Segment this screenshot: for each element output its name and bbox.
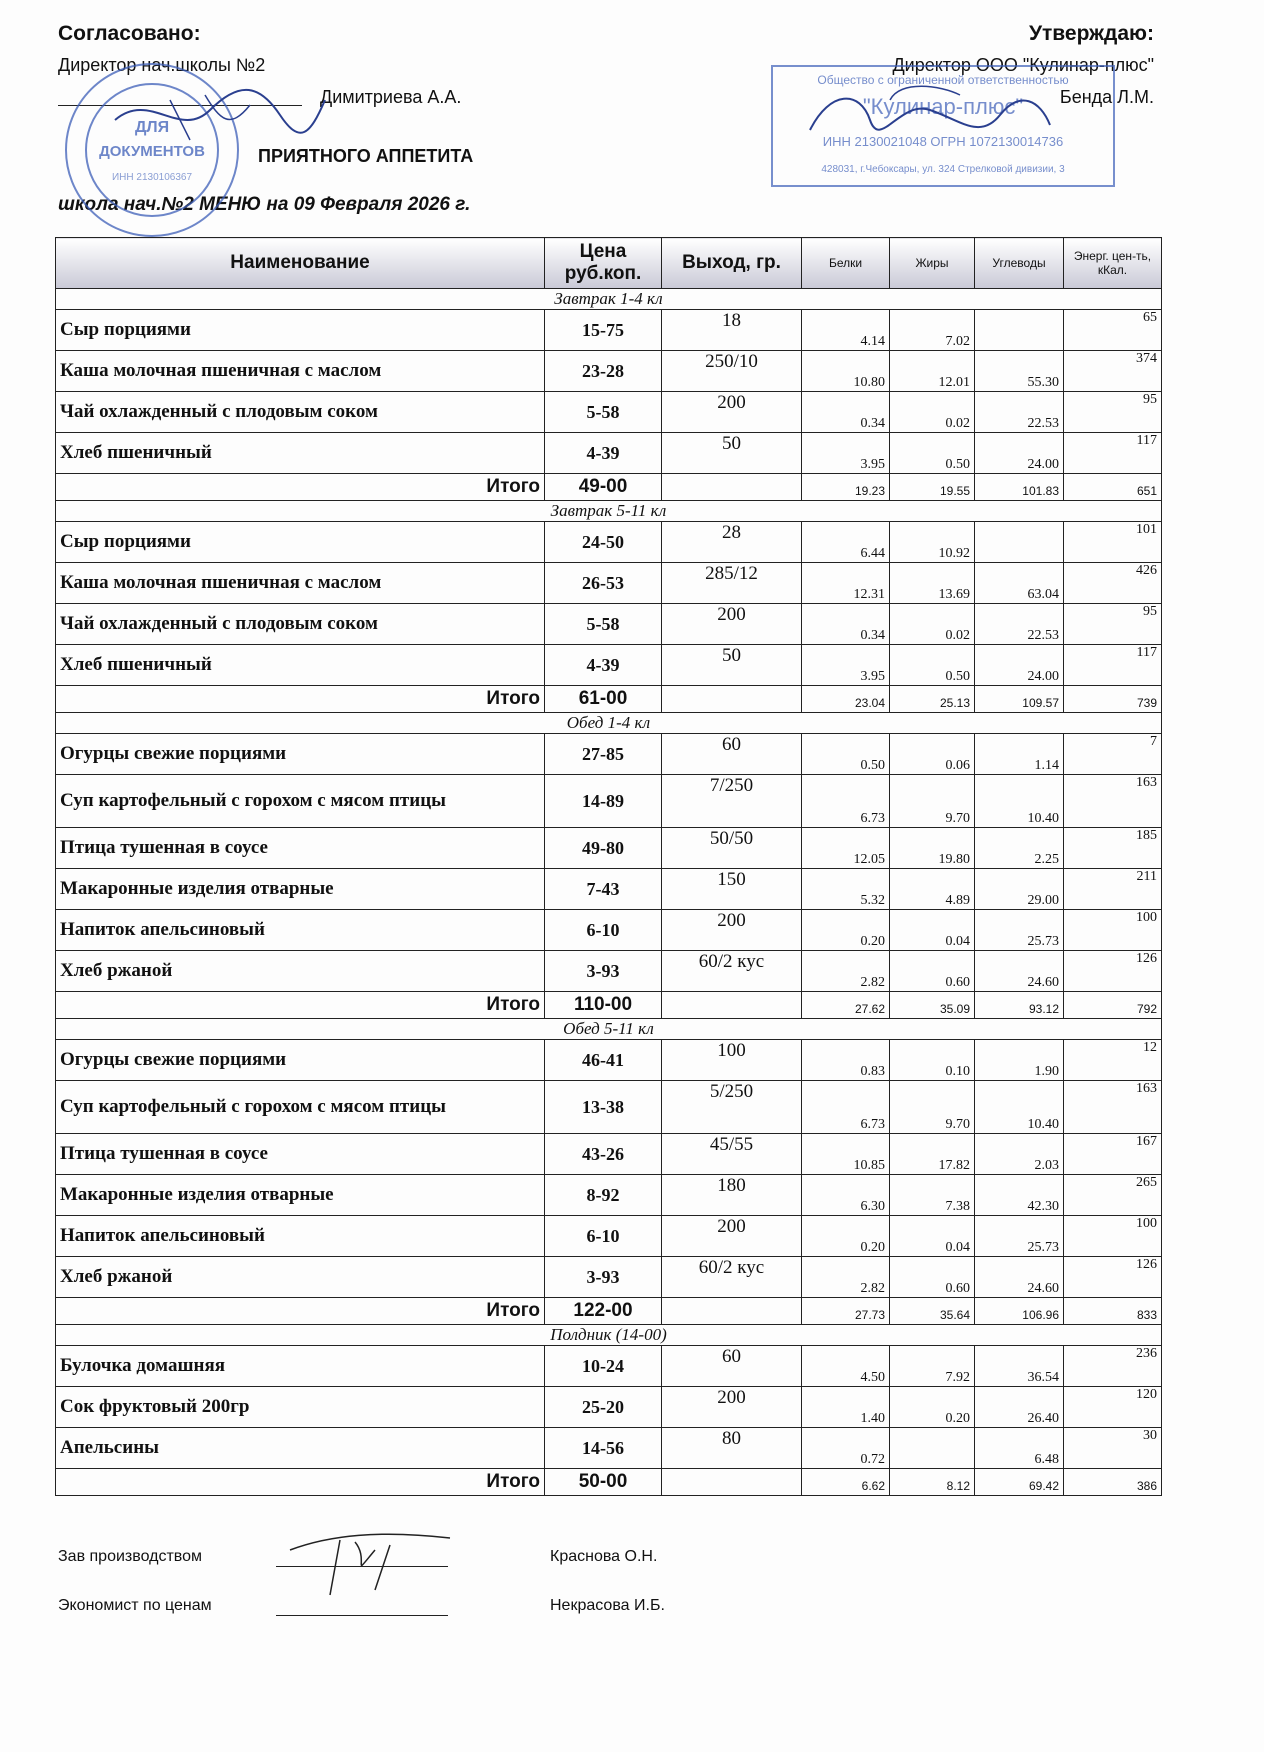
total-output [662, 686, 802, 713]
item-protein: 0.20 [802, 910, 890, 951]
item-kcal: 374 [1064, 351, 1162, 392]
item-output: 100 [662, 1040, 802, 1081]
item-carbs: 2.25 [975, 828, 1064, 869]
item-name: Каша молочная пшеничная с маслом [56, 563, 545, 604]
item-protein: 0.34 [802, 392, 890, 433]
total-protein: 6.62 [802, 1469, 890, 1496]
section-row [56, 289, 1162, 310]
item-protein: 12.05 [802, 828, 890, 869]
item-price: 13-38 [545, 1081, 662, 1134]
item-kcal: 117 [1064, 645, 1162, 686]
item-protein: 10.80 [802, 351, 890, 392]
total-row [56, 992, 1162, 1019]
table-row [56, 1040, 1162, 1081]
item-output: 200 [662, 392, 802, 433]
total-row [56, 474, 1162, 501]
section-row [56, 713, 1162, 734]
item-kcal: 100 [1064, 1216, 1162, 1257]
item-output: 180 [662, 1175, 802, 1216]
item-protein: 6.30 [802, 1175, 890, 1216]
item-name: Сыр порциями [56, 310, 545, 351]
menu-table-body [56, 289, 1162, 1496]
total-label: Итого [56, 686, 545, 713]
total-protein: 23.04 [802, 686, 890, 713]
item-output: 200 [662, 910, 802, 951]
item-output: 60/2 кус [662, 951, 802, 992]
item-fat: 9.70 [890, 775, 975, 828]
item-price: 6-10 [545, 1216, 662, 1257]
item-carbs: 24.60 [975, 1257, 1064, 1298]
total-kcal: 833 [1064, 1298, 1162, 1325]
menu-title: школа нач.№2 МЕНЮ на 09 Февраля 2026 г. [58, 194, 471, 215]
total-price: 49-00 [545, 474, 662, 501]
item-kcal: 163 [1064, 775, 1162, 828]
item-output: 60/2 кус [662, 1257, 802, 1298]
total-protein: 27.73 [802, 1298, 890, 1325]
item-kcal: 163 [1064, 1081, 1162, 1134]
item-name: Хлеб пшеничный [56, 433, 545, 474]
item-carbs [975, 310, 1064, 351]
stamp-right-line-2: "Кулинар-плюс" [862, 94, 1024, 119]
col-output-header: Выход, гр. [662, 238, 802, 289]
item-name: Чай охлажденный с плодовым соком [56, 392, 545, 433]
item-name: Макаронные изделия отварные [56, 1175, 545, 1216]
table-row [56, 1346, 1162, 1387]
item-price: 49-80 [545, 828, 662, 869]
item-protein: 2.82 [802, 951, 890, 992]
table-row [56, 522, 1162, 563]
item-protein: 6.73 [802, 775, 890, 828]
section-title: Завтрак 5-11 кл [56, 501, 1162, 522]
total-carbs: 106.96 [975, 1298, 1064, 1325]
total-fat: 19.55 [890, 474, 975, 501]
item-carbs: 22.53 [975, 604, 1064, 645]
item-fat: 0.50 [890, 433, 975, 474]
item-name: Суп картофельный с горохом с мясом птицы [56, 1081, 545, 1134]
total-row [56, 686, 1162, 713]
item-kcal: 120 [1064, 1387, 1162, 1428]
section-row [56, 1325, 1162, 1346]
item-name: Хлеб ржаной [56, 951, 545, 992]
item-carbs: 25.73 [975, 1216, 1064, 1257]
item-name: Птица тушенная в соусе [56, 1134, 545, 1175]
item-fat: 13.69 [890, 563, 975, 604]
table-row [56, 1081, 1162, 1134]
item-fat: 9.70 [890, 1081, 975, 1134]
item-price: 26-53 [545, 563, 662, 604]
item-protein: 1.40 [802, 1387, 890, 1428]
item-name: Макаронные изделия отварные [56, 869, 545, 910]
item-output: 60 [662, 1346, 802, 1387]
table-row [56, 310, 1162, 351]
item-protein: 5.32 [802, 869, 890, 910]
item-price: 3-93 [545, 951, 662, 992]
item-fat: 0.20 [890, 1387, 975, 1428]
item-carbs: 1.90 [975, 1040, 1064, 1081]
item-output: 200 [662, 604, 802, 645]
item-kcal: 126 [1064, 951, 1162, 992]
item-kcal: 117 [1064, 433, 1162, 474]
item-output: 50 [662, 433, 802, 474]
economist-label: Экономист по ценам [58, 1597, 212, 1614]
item-kcal: 7 [1064, 734, 1162, 775]
item-output: 50 [662, 645, 802, 686]
item-price: 46-41 [545, 1040, 662, 1081]
item-fat: 0.60 [890, 951, 975, 992]
item-output: 7/250 [662, 775, 802, 828]
col-energy-header: Энерг. цен-ть, кКал. [1064, 238, 1162, 289]
item-name: Каша молочная пшеничная с маслом [56, 351, 545, 392]
item-kcal: 95 [1064, 604, 1162, 645]
item-name: Напиток апельсиновый [56, 910, 545, 951]
approve-position: Директор ООО "Кулинар-плюс" [892, 55, 1154, 75]
stamp-right-line-3: ИНН 2130021048 ОГРН 1072130014736 [822, 134, 1064, 149]
item-kcal: 426 [1064, 563, 1162, 604]
total-output [662, 1298, 802, 1325]
table-row [56, 433, 1162, 474]
item-name: Напиток апельсиновый [56, 1216, 545, 1257]
item-price: 8-92 [545, 1175, 662, 1216]
total-price: 122-00 [545, 1298, 662, 1325]
item-carbs: 29.00 [975, 869, 1064, 910]
item-carbs: 24.60 [975, 951, 1064, 992]
item-name: Сок фруктовый 200гр [56, 1387, 545, 1428]
item-price: 43-26 [545, 1134, 662, 1175]
item-price: 14-56 [545, 1428, 662, 1469]
item-price: 5-58 [545, 604, 662, 645]
signature-left [110, 80, 330, 150]
section-row [56, 501, 1162, 522]
item-carbs: 10.40 [975, 775, 1064, 828]
approve-label: Утверждаю: [1028, 22, 1154, 45]
item-output: 5/250 [662, 1081, 802, 1134]
slogan: ПРИЯТНОГО АППЕТИТА [258, 146, 474, 166]
economist-name: Некрасова И.Б. [550, 1597, 665, 1614]
item-fat: 10.92 [890, 522, 975, 563]
item-price: 4-39 [545, 645, 662, 686]
total-carbs: 109.57 [975, 686, 1064, 713]
item-carbs: 24.00 [975, 433, 1064, 474]
total-carbs: 69.42 [975, 1469, 1064, 1496]
total-kcal: 386 [1064, 1469, 1162, 1496]
total-protein: 27.62 [802, 992, 890, 1019]
table-row [56, 1257, 1162, 1298]
item-protein: 3.95 [802, 645, 890, 686]
item-price: 6-10 [545, 910, 662, 951]
item-name: Сыр порциями [56, 522, 545, 563]
table-header-row [56, 238, 1162, 289]
item-fat: 0.10 [890, 1040, 975, 1081]
item-carbs: 24.00 [975, 645, 1064, 686]
production-label: Зав производством [58, 1548, 202, 1565]
item-fat: 0.02 [890, 604, 975, 645]
total-output [662, 1469, 802, 1496]
section-title: Полдник (14-00) [56, 1325, 1162, 1346]
table-row [56, 910, 1162, 951]
item-carbs: 6.48 [975, 1428, 1064, 1469]
item-fat: 17.82 [890, 1134, 975, 1175]
item-carbs: 25.73 [975, 910, 1064, 951]
section-title: Обед 5-11 кл [56, 1019, 1162, 1040]
total-price: 110-00 [545, 992, 662, 1019]
total-label: Итого [56, 474, 545, 501]
total-carbs: 101.83 [975, 474, 1064, 501]
item-fat: 0.06 [890, 734, 975, 775]
item-fat: 7.92 [890, 1346, 975, 1387]
col-name-header: Наименование [56, 238, 545, 289]
item-fat: 4.89 [890, 869, 975, 910]
item-fat: 7.02 [890, 310, 975, 351]
item-protein: 0.83 [802, 1040, 890, 1081]
total-protein: 19.23 [802, 474, 890, 501]
stamp-left-line-1: ДЛЯ [134, 119, 170, 136]
item-name: Хлеб пшеничный [56, 645, 545, 686]
item-kcal: 65 [1064, 310, 1162, 351]
item-price: 23-28 [545, 351, 662, 392]
item-fat: 19.80 [890, 828, 975, 869]
agreed-position: Директор нач.школы №2 [58, 55, 266, 75]
item-name: Суп картофельный с горохом с мясом птицы [56, 775, 545, 828]
item-kcal: 30 [1064, 1428, 1162, 1469]
item-name: Огурцы свежие порциями [56, 1040, 545, 1081]
item-price: 15-75 [545, 310, 662, 351]
item-protein: 4.14 [802, 310, 890, 351]
item-output: 150 [662, 869, 802, 910]
item-carbs [975, 522, 1064, 563]
item-output: 18 [662, 310, 802, 351]
item-price: 3-93 [545, 1257, 662, 1298]
item-kcal: 101 [1064, 522, 1162, 563]
item-name: Птица тушенная в соусе [56, 828, 545, 869]
table-row [56, 951, 1162, 992]
item-kcal: 167 [1064, 1134, 1162, 1175]
item-fat: 0.04 [890, 910, 975, 951]
item-fat [890, 1428, 975, 1469]
total-row [56, 1298, 1162, 1325]
item-price: 14-89 [545, 775, 662, 828]
item-kcal: 185 [1064, 828, 1162, 869]
section-title: Завтрак 1-4 кл [56, 289, 1162, 310]
item-output: 200 [662, 1216, 802, 1257]
col-price-header: Цена руб.коп. [545, 238, 662, 289]
item-protein: 0.20 [802, 1216, 890, 1257]
item-fat: 0.02 [890, 392, 975, 433]
economist-signature-line [276, 1615, 448, 1616]
item-protein: 10.85 [802, 1134, 890, 1175]
approve-name: Бенда Л.М. [1059, 87, 1154, 107]
table-row [56, 645, 1162, 686]
item-kcal: 126 [1064, 1257, 1162, 1298]
item-fat: 0.50 [890, 645, 975, 686]
item-carbs: 2.03 [975, 1134, 1064, 1175]
item-carbs: 42.30 [975, 1175, 1064, 1216]
item-protein: 3.95 [802, 433, 890, 474]
table-row [56, 1134, 1162, 1175]
item-kcal: 100 [1064, 910, 1162, 951]
item-price: 27-85 [545, 734, 662, 775]
total-carbs: 93.12 [975, 992, 1064, 1019]
item-kcal: 265 [1064, 1175, 1162, 1216]
item-carbs: 26.40 [975, 1387, 1064, 1428]
item-fat: 12.01 [890, 351, 975, 392]
section-title: Обед 1-4 кл [56, 713, 1162, 734]
production-name: Краснова О.Н. [550, 1548, 658, 1565]
item-protein: 6.44 [802, 522, 890, 563]
item-protein: 0.50 [802, 734, 890, 775]
item-output: 285/12 [662, 563, 802, 604]
stamp-right-line-4: 428031, г.Чебоксары, ул. 324 Стрелковой дивизии, 3 [821, 164, 1065, 175]
item-fat: 7.38 [890, 1175, 975, 1216]
item-fat: 0.60 [890, 1257, 975, 1298]
item-output: 250/10 [662, 351, 802, 392]
item-carbs: 1.14 [975, 734, 1064, 775]
col-fat-header: Жиры [890, 238, 975, 289]
stamp-left-line-3: ИНН 2130106367 [111, 172, 193, 183]
signature-production [280, 1520, 460, 1600]
agreed-label: Согласовано: [58, 22, 201, 45]
signature-right [800, 70, 1060, 170]
item-kcal: 95 [1064, 392, 1162, 433]
item-name: Булочка домашняя [56, 1346, 545, 1387]
section-row [56, 1019, 1162, 1040]
item-output: 50/50 [662, 828, 802, 869]
item-protein: 4.50 [802, 1346, 890, 1387]
table-row [56, 775, 1162, 828]
stamp-left-line-2: ДОКУМЕНТОВ [99, 143, 205, 160]
item-kcal: 211 [1064, 869, 1162, 910]
total-label: Итого [56, 1469, 545, 1496]
item-output: 200 [662, 1387, 802, 1428]
total-row [56, 1469, 1162, 1496]
item-price: 25-20 [545, 1387, 662, 1428]
total-price: 50-00 [545, 1469, 662, 1496]
item-output: 80 [662, 1428, 802, 1469]
total-output [662, 992, 802, 1019]
table-row [56, 604, 1162, 645]
item-fat: 0.04 [890, 1216, 975, 1257]
table-row [56, 1387, 1162, 1428]
item-protein: 0.72 [802, 1428, 890, 1469]
item-carbs: 63.04 [975, 563, 1064, 604]
total-label: Итого [56, 992, 545, 1019]
total-fat: 35.09 [890, 992, 975, 1019]
item-output: 28 [662, 522, 802, 563]
item-protein: 12.31 [802, 563, 890, 604]
item-carbs: 55.30 [975, 351, 1064, 392]
item-output: 45/55 [662, 1134, 802, 1175]
item-protein: 2.82 [802, 1257, 890, 1298]
table-row [56, 869, 1162, 910]
item-price: 7-43 [545, 869, 662, 910]
item-carbs: 22.53 [975, 392, 1064, 433]
total-fat: 25.13 [890, 686, 975, 713]
table-row [56, 1216, 1162, 1257]
total-kcal: 651 [1064, 474, 1162, 501]
item-carbs: 36.54 [975, 1346, 1064, 1387]
item-name: Огурцы свежие порциями [56, 734, 545, 775]
col-protein-header: Белки [802, 238, 890, 289]
total-kcal: 739 [1064, 686, 1162, 713]
total-kcal: 792 [1064, 992, 1162, 1019]
item-name: Чай охлажденный с плодовым соком [56, 604, 545, 645]
table-row [56, 1428, 1162, 1469]
total-fat: 8.12 [890, 1469, 975, 1496]
item-kcal: 12 [1064, 1040, 1162, 1081]
total-output [662, 474, 802, 501]
item-carbs: 10.40 [975, 1081, 1064, 1134]
table-row [56, 351, 1162, 392]
table-row [56, 1175, 1162, 1216]
col-carbs-header: Углеводы [975, 238, 1064, 289]
table-row [56, 392, 1162, 433]
table-row [56, 563, 1162, 604]
total-price: 61-00 [545, 686, 662, 713]
item-name: Хлеб ржаной [56, 1257, 545, 1298]
item-price: 10-24 [545, 1346, 662, 1387]
table-row [56, 828, 1162, 869]
item-price: 24-50 [545, 522, 662, 563]
item-kcal: 236 [1064, 1346, 1162, 1387]
item-protein: 6.73 [802, 1081, 890, 1134]
total-fat: 35.64 [890, 1298, 975, 1325]
agreed-name: Димитриева А.А. [320, 87, 462, 107]
menu-table [55, 237, 1162, 1496]
item-price: 5-58 [545, 392, 662, 433]
item-price: 4-39 [545, 433, 662, 474]
item-protein: 0.34 [802, 604, 890, 645]
table-row [56, 734, 1162, 775]
total-label: Итого [56, 1298, 545, 1325]
stamp-right-line-1: Общество с ограниченной ответственностью [817, 73, 1069, 87]
item-output: 60 [662, 734, 802, 775]
item-name: Апельсины [56, 1428, 545, 1469]
